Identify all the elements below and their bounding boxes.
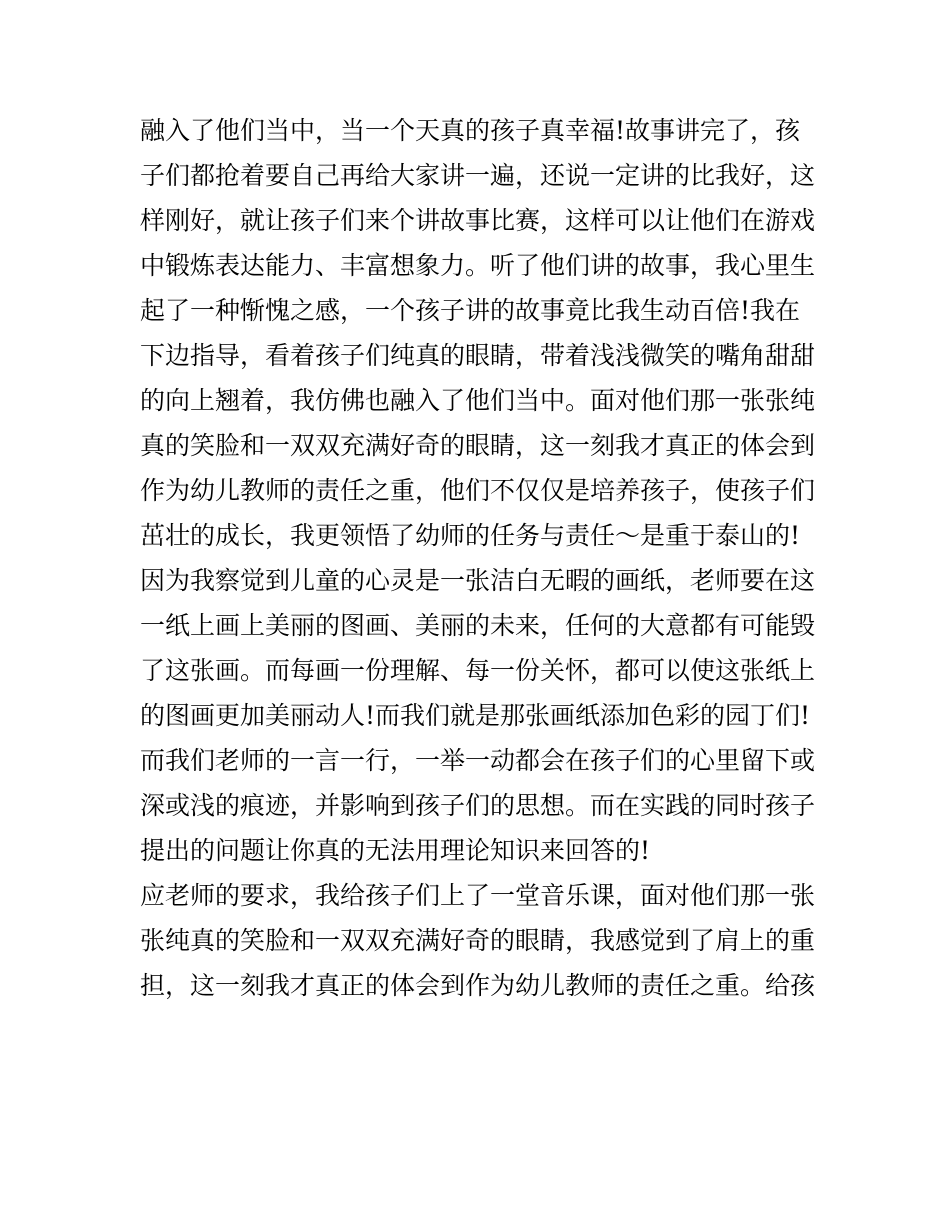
text-line: 真的笑脸和一双双充满好奇的眼睛，这一刻我才真正的体会到: [140, 431, 816, 460]
text-line: 深或浅的痕迹，并影响到孩子们的思想。而在实践的同时孩子: [140, 791, 816, 820]
text-line: 担，这一刻我才真正的体会到作为幼儿教师的责任之重。给孩: [140, 971, 816, 1000]
text-line: 提出的问题让你真的无法用理论知识来回答的!: [140, 836, 651, 865]
text-line: 了这张画。而每画一份理解、每一份关怀，都可以使这张纸上: [140, 656, 816, 685]
text-line: 因为我察觉到儿童的心灵是一张洁白无暇的画纸，老师要在这: [140, 566, 816, 595]
text-line: 中锻炼表达能力、丰富想象力。听了他们讲的故事，我心里生: [140, 251, 816, 280]
text-line: 一纸上画上美丽的图画、美丽的未来，任何的大意都有可能毁: [140, 611, 816, 640]
text-line: 起了一种惭愧之感，一个孩子讲的故事竟比我生动百倍!我在: [140, 296, 801, 325]
body-text: [140, 108, 820, 1008]
text-line: 的向上翘着，我仿佛也融入了他们当中。面对他们那一张张纯: [140, 386, 816, 415]
text-line: 下边指导，看着孩子们纯真的眼睛，带着浅浅微笑的嘴角甜甜: [140, 341, 816, 370]
text-line: 的图画更加美丽动人!而我们就是那张画纸添加色彩的园丁们!: [140, 701, 811, 730]
text-line: 样刚好，就让孩子们来个讲故事比赛，这样可以让他们在游戏: [140, 206, 816, 235]
text-line: 应老师的要求，我给孩子们上了一堂音乐课，面对他们那一张: [140, 881, 816, 910]
text-line: 融入了他们当中，当一个天真的孩子真幸福!故事讲完了，孩: [140, 116, 801, 145]
text-line: 而我们老师的一言一行，一举一动都会在孩子们的心里留下或: [140, 746, 816, 775]
text-line: 子们都抢着要自己再给大家讲一遍，还说一定讲的比我好，这: [140, 161, 816, 190]
text-line: 张纯真的笑脸和一双双充满好奇的眼睛，我感觉到了肩上的重: [140, 926, 816, 955]
text-line: 茁壮的成长，我更领悟了幼师的任务与责任～是重于泰山的!: [140, 521, 801, 550]
text-line: 作为幼儿教师的责任之重，他们不仅仅是培养孩子，使孩子们: [140, 476, 816, 505]
